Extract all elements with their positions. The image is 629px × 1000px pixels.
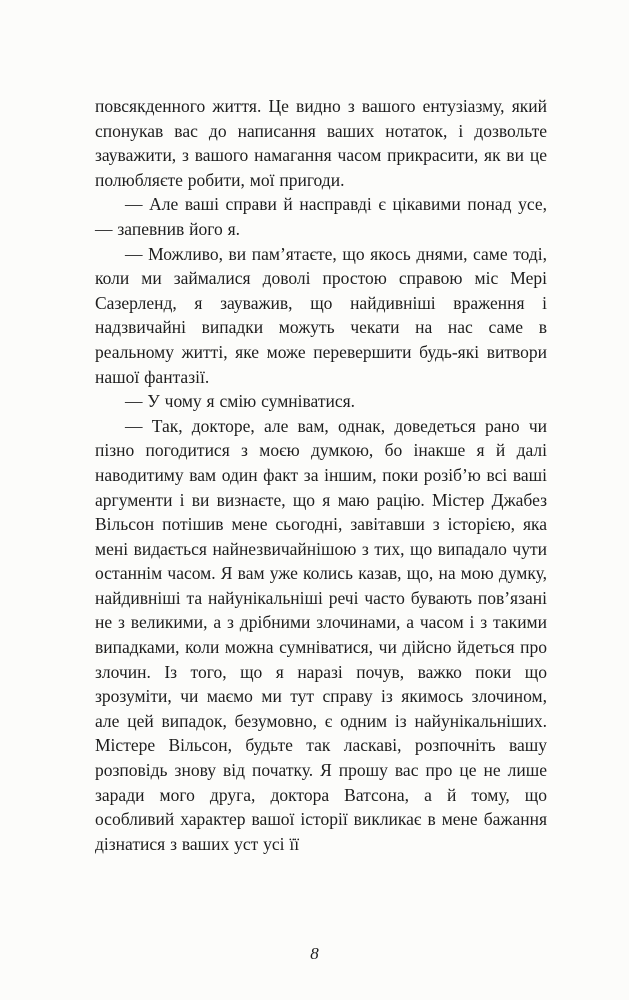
paragraph: — Так, докторе, але вам, однак, доведеться рано чи пізно погодитися з моєю думкою, бо інакше я й далі наводитиму вам один факт за іншим, поки розіб’ю всі ваші аргументи і ви визнаєте, що я маю рацію. Містер Джабез Вільсон потішив мене сьогодні, завітавши з історією, яка мені видається найнезвичайнішою з тих, що випадало чути останнім часом. Я вам уже колись казав, що, на мою думку, найдивніші та найунікальніші речі часто бувають пов’язані не з великими, а з дрібними злочинами, а часом і з такими випадками, коли можна сумніватися, чи дійсно йдеться про злочин. Із того, що я наразі почув, важко поки що зрозуміти, чи маємо ми тут справу із якимось злочином, але цей випадок, безумовно, є одним із найунікальніших. Містере Вільсон, будьте так ласкаві, розпочніть вашу розповідь знову від початку. Я прошу вас про це не лише заради мого друга, доктора Ватсона, а й тому, що особливий характер вашої історії викликає в мене бажання дізнатися з ваших уст усі її — [95, 415, 547, 854]
paragraph: повсякденного життя. Це видно з вашого ентузіазму, який спонукав вас до написання ваших нотаток, і дозвольте зауважити, з вашого намагання часом прикрасити, як ви це полюбляєте робити, мої пригоди. — [95, 96, 547, 190]
page-number: 8 — [310, 944, 319, 963]
paragraph: — Можливо, ви пам’ятаєте, що якось днями, саме тоді, коли ми займалися доволі простою справою міс Мері Сазерленд, я зауважив, що найдивніші враження і надзвичайні випадки можуть чекати на нас саме в реальному житті, яке може перевершити будь-які витвори нашої фантазії. — [95, 243, 547, 387]
paragraph: — У чому я смію сумніватися. — [125, 391, 356, 412]
body-text — [95, 94, 547, 856]
paragraph: — Але ваші справи й насправді є цікавими понад усе, — запевнив його я. — [95, 194, 547, 239]
